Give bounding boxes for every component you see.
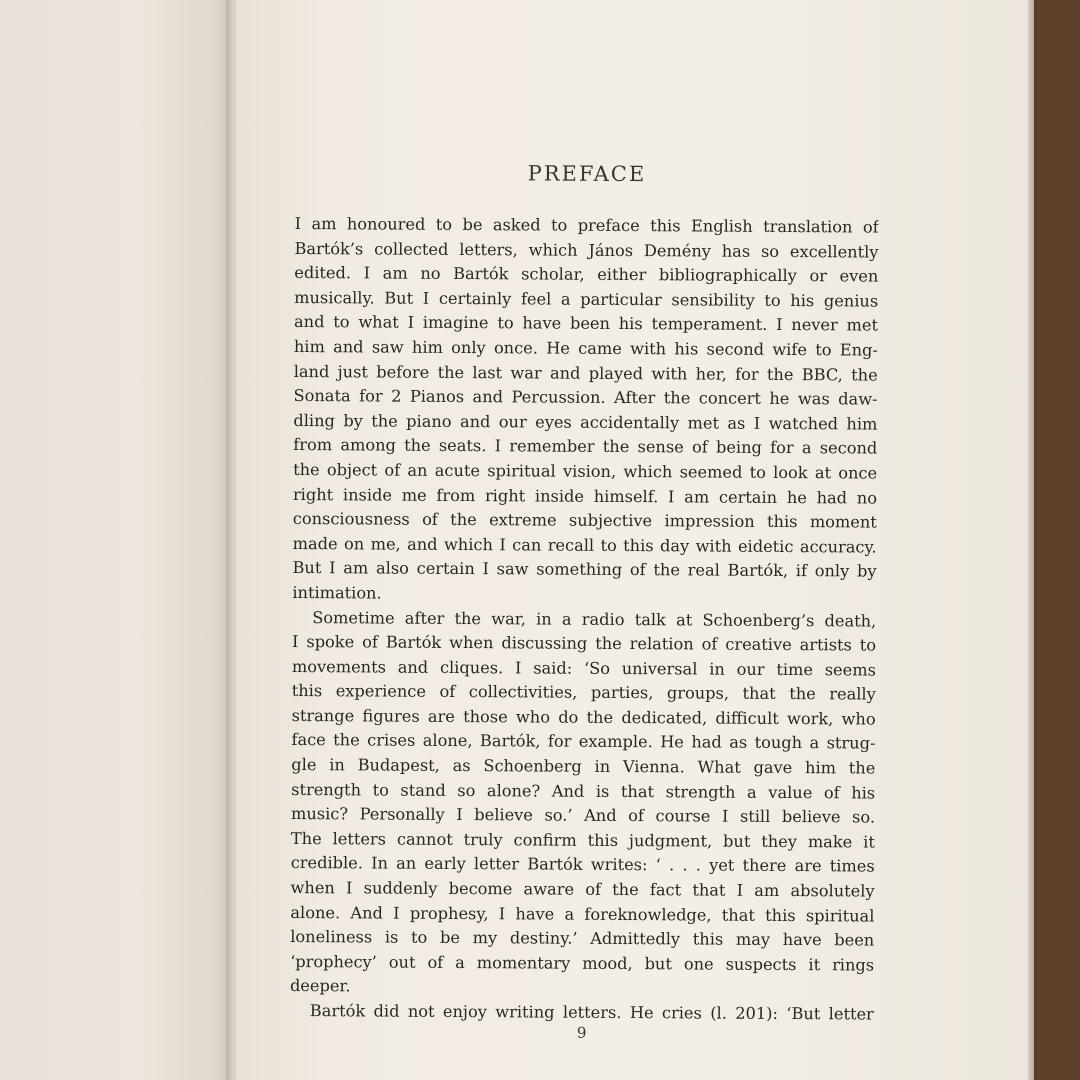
text-line: when I suddenly become aware of the fact that I am absolutely — [290, 878, 875, 901]
text-line: the object of an acute spiritual vision, which seemed to look at once — [293, 459, 878, 483]
left-page — [0, 0, 230, 1080]
text-line: Sometime after the war, in a radio talk at Schoenberg’s death, — [312, 607, 877, 631]
text-line: ‘prophecy’ out of a momentary mood, but one suspects it rings — [290, 951, 875, 975]
text-line: face the crises alone, Bartók, for example. He had as tough a strug- — [291, 730, 876, 754]
text-line: musically. But I certainly feel a particular sensibility to his genius — [294, 287, 879, 311]
text-line: The letters cannot truly confirm this judgment, but they make it — [290, 828, 875, 852]
page-number: 9 — [576, 1023, 587, 1042]
text-line: intimation. — [292, 582, 382, 603]
text-line: credible. In an early letter Bartók writes: ‘ . . . yet there are times — [290, 853, 875, 876]
text-line: strength to stand so alone? And is that strength a value of his — [291, 779, 876, 803]
text-line: dling by the piano and our eyes accidentally met as I watched him — [293, 410, 878, 434]
text-line: But I am also certain I saw something of the real Bartók, if only by — [292, 558, 877, 581]
text-line: loneliness is to be my destiny.’ Admittedly this may have been — [290, 927, 875, 950]
text-line: right inside me from right inside himself. I am certain he had no — [292, 484, 878, 508]
text-line: from among the seats. I remember the sense of being for a second — [293, 435, 878, 458]
page-title: PREFACE — [527, 161, 647, 187]
text-line: movements and cliques. I said: ‘So universal in our time seems — [291, 656, 876, 680]
page-edge — [1028, 0, 1034, 1080]
text-line: him and saw him only once. He came with his second wife to Eng- — [293, 336, 878, 360]
text-line: I spoke of Bartók when discussing the relation of creative artists to — [292, 632, 877, 655]
text-line: made on me, and which I can recall to this day with eidetic accuracy. — [292, 533, 877, 557]
text-line: strange figures are those who do the dedicated, difficult work, who — [291, 705, 876, 729]
text-line: Bartók’s collected letters, which János Demény has so excellently — [294, 238, 879, 262]
text-line: I am honoured to be asked to preface this English translation of — [294, 213, 879, 237]
text-line: edited. I am no Bartók scholar, either bibliographically or even — [294, 263, 879, 286]
text-line: music? Personally I believe so.’ And of course I still believe so. — [290, 804, 876, 827]
text-line: alone. And I prophesy, I have a foreknowledge, that this spiritual — [290, 902, 875, 926]
text-line: land just before the last war and played with her, for the BBC, the — [293, 361, 878, 385]
text-line: this experience of collectivities, parties, groups, that the really — [291, 681, 876, 704]
text-line: gle in Budapest, as Schoenberg in Vienna. What gave him the — [291, 755, 876, 778]
text-line: Sonata for 2 Pianos and Percussion. After the concert he was daw- — [293, 386, 878, 409]
text-line: deeper. — [289, 976, 351, 996]
body-text — [290, 212, 879, 1027]
text-line: consciousness of the extreme subjective impression this moment — [292, 509, 877, 532]
text-line: Bartók did not enjoy writing letters. He cries (l. 201): ‘But letter — [309, 1001, 874, 1024]
text-line: and to what I imagine to have been his temperament. I never met — [293, 312, 879, 335]
